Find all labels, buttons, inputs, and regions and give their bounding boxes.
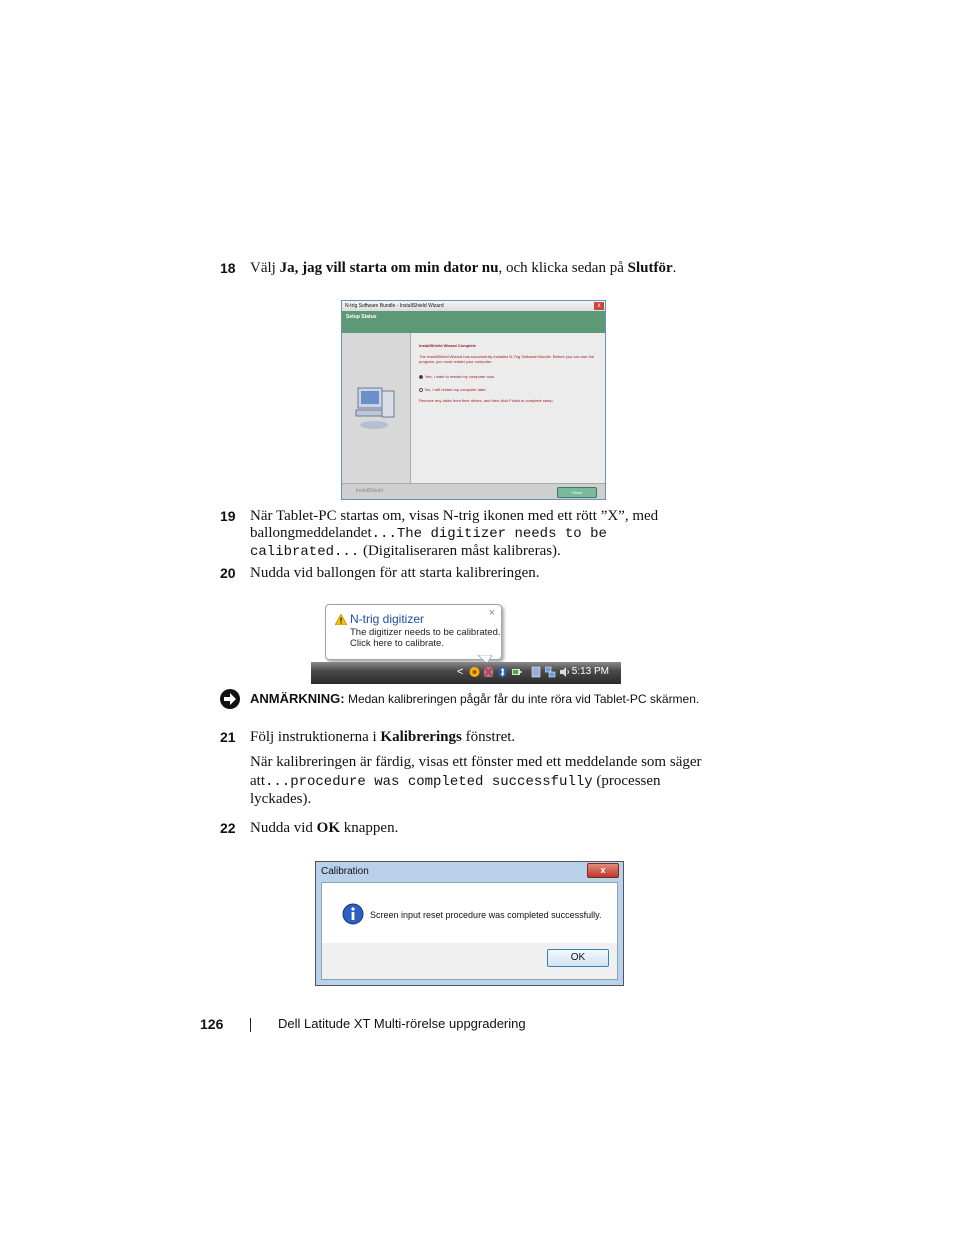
note-arrow-icon <box>219 688 241 710</box>
volume-icon[interactable] <box>559 666 570 678</box>
step-18-text: Välj Ja, jag vill starta om min dator nu, och klicka sedan på Slutför. <box>250 260 677 276</box>
step-21-text: Följ instruktionerna i Kalibrerings fönstret. <box>250 729 516 745</box>
calibration-dialog <box>315 861 624 986</box>
wizard-left-panel <box>342 333 411 485</box>
step-number-18: 18 <box>220 260 236 276</box>
step-number-22: 22 <box>220 820 236 836</box>
wizard-banner: Setup Status <box>342 311 605 333</box>
tray-clock[interactable]: 5:13 PM <box>571 666 609 677</box>
info-icon <box>342 903 364 925</box>
calibration-message-area <box>322 883 617 943</box>
step-21-result-text: När kalibreringen är färdig, visas ett fönster med ett meddelande som säger att...procedure was completed successfully (processen lyckades). <box>250 754 702 807</box>
step-number-19: 19 <box>220 508 236 524</box>
radio-selected-icon[interactable] <box>419 375 423 379</box>
balloon-title: N-trig digitizer <box>350 612 425 626</box>
bluetooth-icon[interactable] <box>497 666 508 678</box>
restart-later-option[interactable]: No, I will restart my computer later. <box>419 387 597 392</box>
wizard-close-button[interactable]: x <box>594 302 604 310</box>
tray-expand-chevron-icon[interactable]: < <box>457 666 464 678</box>
step-number-20: 20 <box>220 565 236 581</box>
finish-button[interactable]: Finish <box>557 487 597 498</box>
footer-title: Dell Latitude XT Multi-rörelse uppgradering <box>278 1016 526 1031</box>
restart-now-option[interactable]: Yes, I want to restart my computer now. <box>419 374 597 379</box>
wizard-body <box>342 333 605 485</box>
step-22-text: Nudda vid OK knappen. <box>250 820 399 836</box>
balloon-close-icon[interactable]: × <box>488 607 495 619</box>
calibration-dialog-body <box>321 882 618 980</box>
note: ANMÄRKNING: Medan kalibreringen pågår får du inte röra vid Tablet-PC skärmen. <box>250 691 700 706</box>
wizard-content <box>411 333 605 485</box>
battery-icon[interactable] <box>511 666 522 678</box>
step-number-21: 21 <box>220 729 236 745</box>
wizard-footer <box>342 483 605 499</box>
ok-button[interactable]: OK <box>547 949 609 967</box>
computer-icon <box>352 383 402 433</box>
step-20-text: Nudda vid ballongen för att starta kalibreringen. <box>250 565 540 581</box>
network-icon[interactable] <box>545 666 556 678</box>
tablet-icon[interactable] <box>531 666 542 678</box>
page-number: 126 <box>200 1016 224 1032</box>
installshield-brand: InstallShield <box>356 488 383 494</box>
wizard-message: The InstallShield Wizard has successfully installed N-Trig Software Bundle. Before you can use the program, you must restart your computer. <box>419 354 595 364</box>
warning-icon <box>335 614 347 625</box>
calibration-message: Screen input reset procedure was completed successfully. <box>370 910 602 920</box>
footer-divider <box>250 1018 251 1032</box>
balloon-message: The digitizer needs to be calibrated. Click here to calibrate. <box>350 627 501 649</box>
wizard-heading: InstallShield Wizard Complete <box>419 343 477 348</box>
radio-unselected-icon[interactable] <box>419 388 423 392</box>
step-19-text: När Tablet-PC startas om, visas N-trig ikonen med ett rött ”X”, med ballongmeddelandet...The digitizer needs to be calibrated... (Digitaliseraren måst kalibreras). <box>250 508 659 560</box>
ntrig-tray-icon[interactable] <box>483 666 494 678</box>
tray-status-icon[interactable] <box>469 666 480 678</box>
ntrig-balloon-notification[interactable] <box>325 604 502 660</box>
installshield-wizard-screenshot <box>341 300 606 500</box>
taskbar-tray <box>311 662 621 684</box>
calibration-close-button[interactable]: x <box>587 863 619 878</box>
wizard-remove-disks-text: Remove any disks from their drives, and then click Finish to complete setup. <box>419 398 554 403</box>
calibration-dialog-title: Calibration <box>321 866 369 877</box>
wizard-titlebar: N-trig Software Bundle - InstallShield Wizard x <box>342 301 605 311</box>
